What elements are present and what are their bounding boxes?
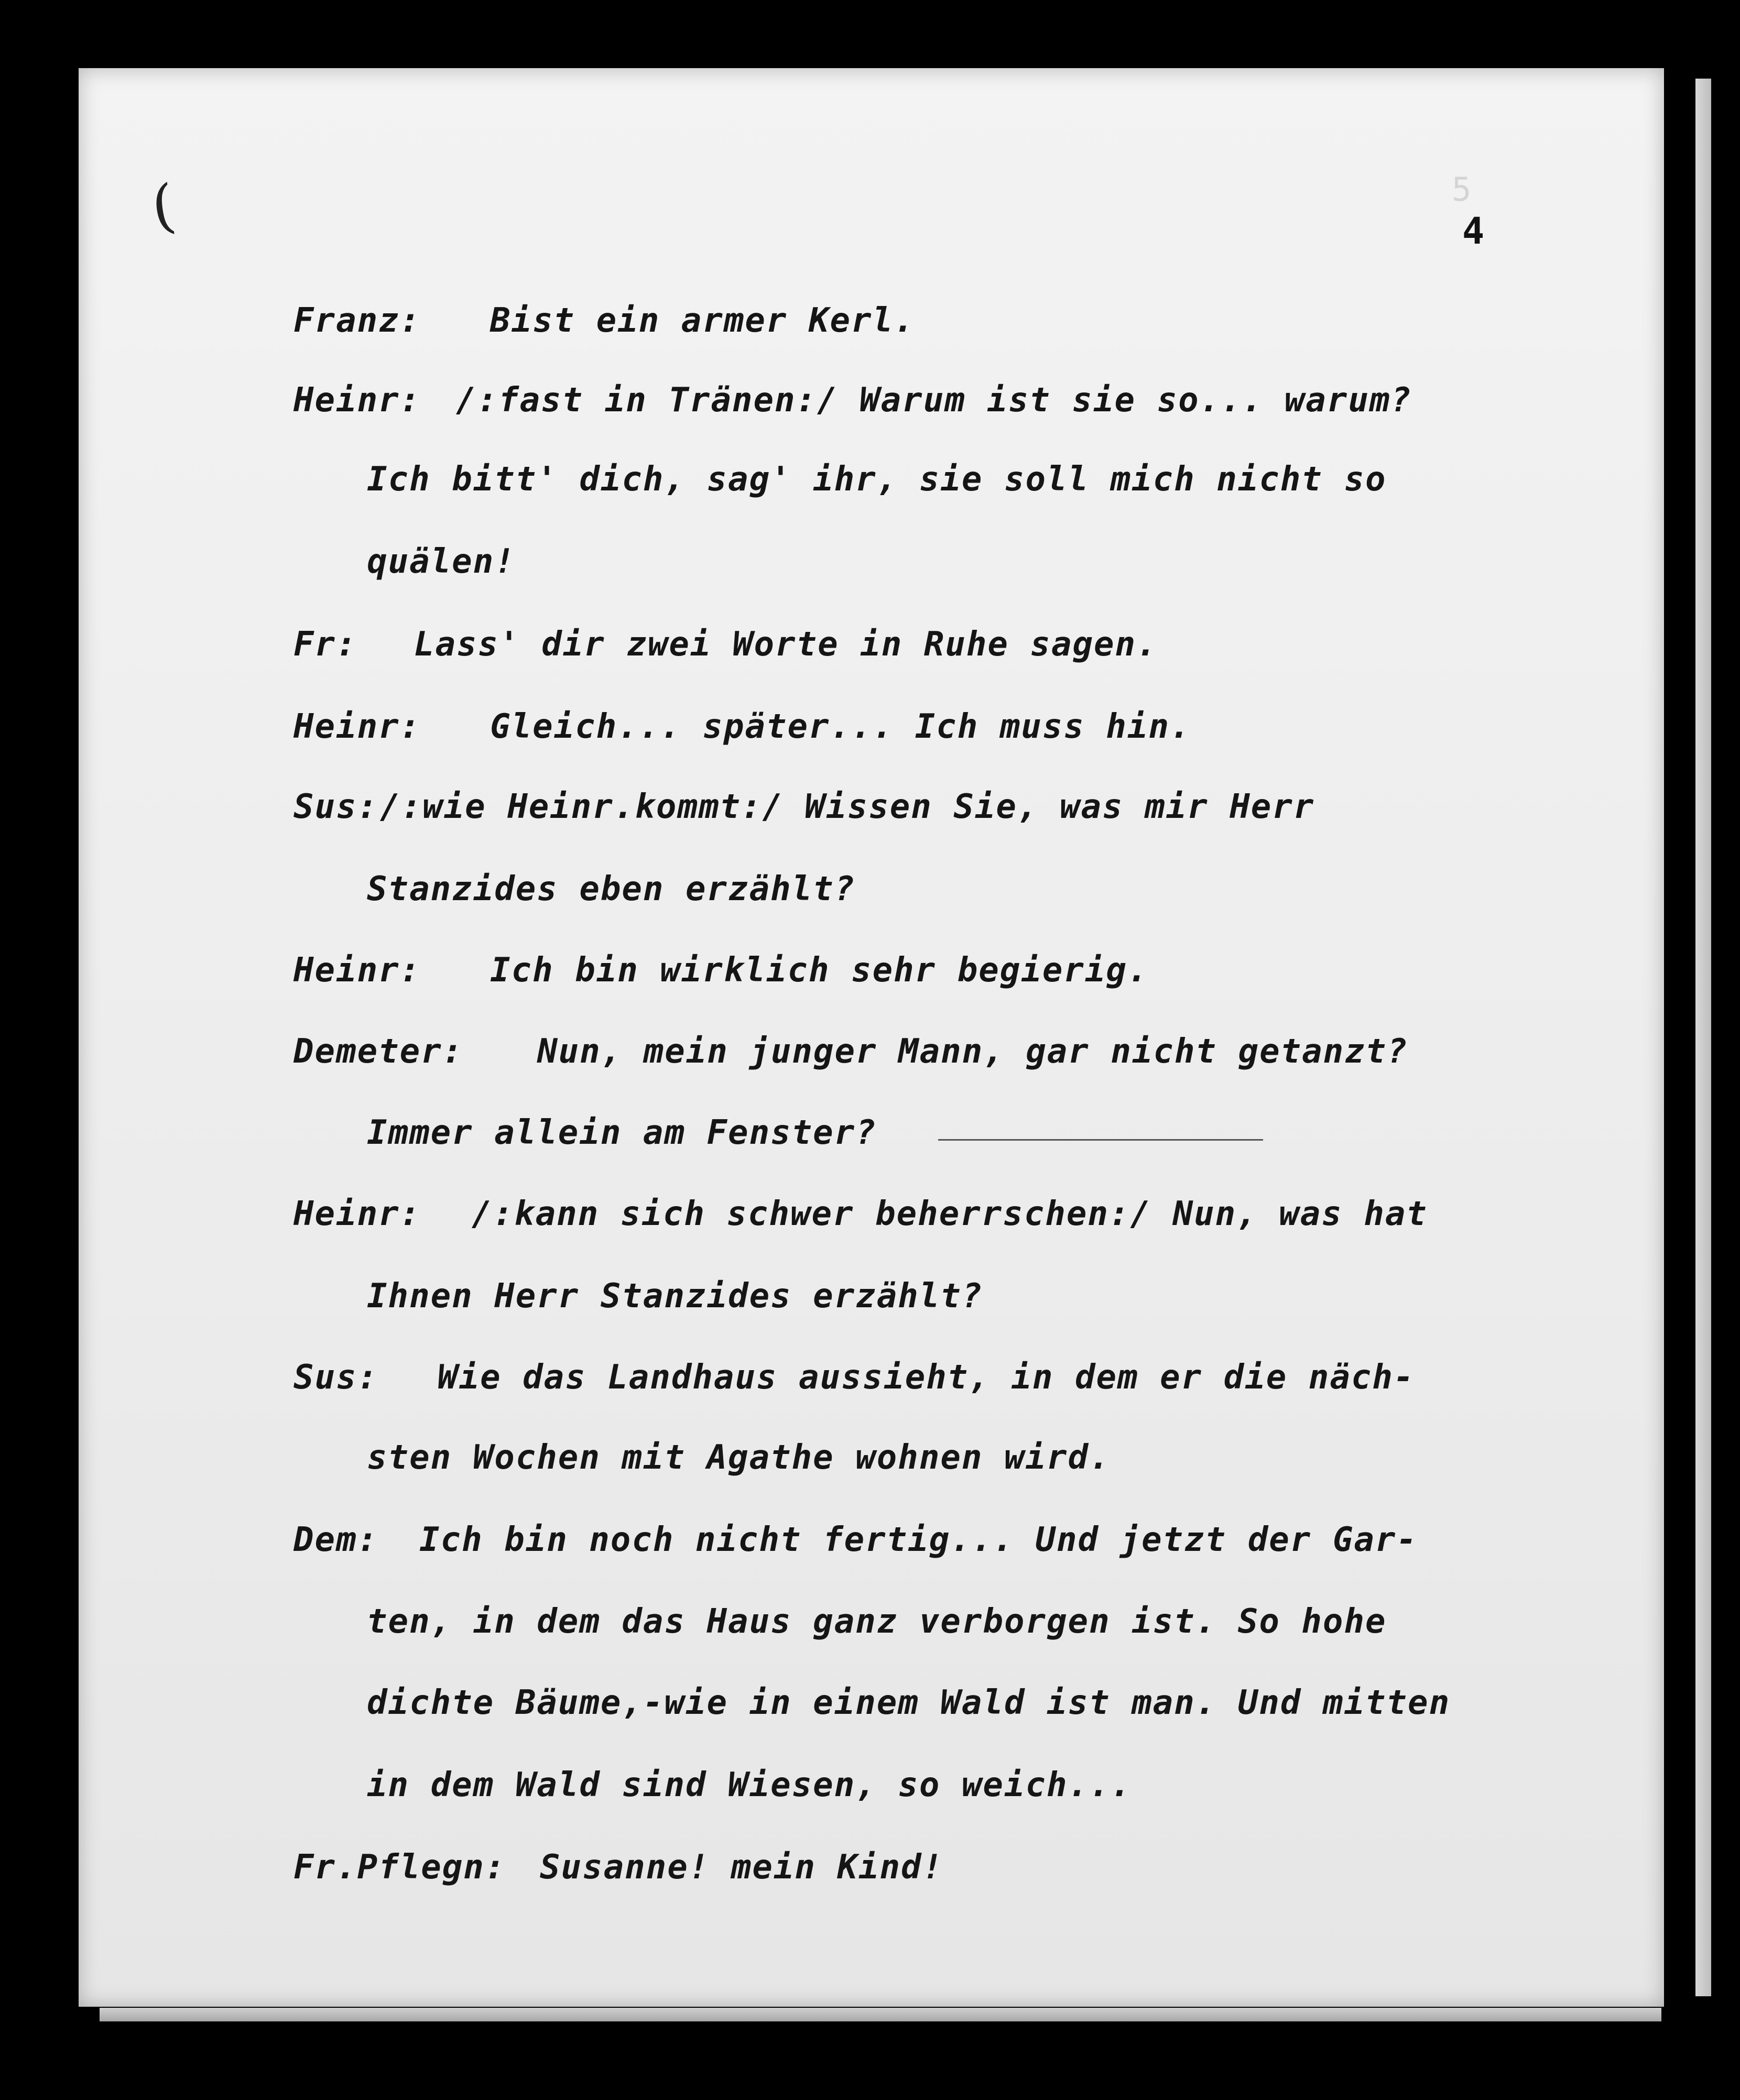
- speaker-label: Sus:: [293, 788, 379, 826]
- line-text: Ihnen Herr Stanzides erzählt?: [367, 1277, 983, 1316]
- line-text: Ich bin wirklich sehr begierig.: [490, 951, 1149, 990]
- line-text: Nun, mein junger Mann, gar nicht getanzt?: [537, 1032, 1408, 1071]
- page-edge-bottom: [100, 2008, 1661, 2021]
- line-text: /:wie Heinr.kommt:/ Wissen Sie, was mir Herr: [380, 788, 1315, 826]
- page-number: 4: [1462, 210, 1485, 253]
- speaker-label: Dem:: [293, 1521, 379, 1559]
- margin-mark: (: [147, 171, 179, 242]
- line-text: Stanzides eben erzählt?: [367, 870, 856, 909]
- line-text: dichte Bäume,-wie in einem Wald ist man. Und mitten: [367, 1683, 1451, 1722]
- speaker-label: Heinr:: [293, 381, 421, 420]
- line-text: Ich bin noch nicht fertig... Und jetzt der Gar-: [419, 1521, 1418, 1559]
- line-text: Ich bitt' dich, sag' ihr, sie soll mich nicht so: [367, 460, 1387, 499]
- line-text: quälen!: [367, 542, 516, 581]
- line-text: Wie das Landhaus aussieht, in dem er die näch-: [438, 1358, 1415, 1397]
- speaker-label: Demeter:: [293, 1032, 464, 1071]
- line-text: /:kann sich schwer beherrschen:/ Nun, was hat: [472, 1195, 1428, 1233]
- speaker-label: Heinr:: [293, 707, 421, 746]
- speaker-label: Heinr:: [293, 951, 421, 990]
- line-text: /:fast in Tränen:/ Warum ist sie so... warum?: [456, 381, 1412, 420]
- line-text: Susanne! mein Kind!: [540, 1848, 944, 1887]
- speaker-label: Sus:: [293, 1358, 379, 1397]
- speaker-label: Franz:: [293, 301, 421, 340]
- speaker-label: Fr.Pflegn:: [293, 1848, 506, 1887]
- pencil-stroke: [938, 1139, 1263, 1141]
- speaker-label: Heinr:: [293, 1195, 421, 1233]
- line-text: ten, in dem das Haus ganz verborgen ist. So hohe: [367, 1602, 1387, 1641]
- bleed-through-page-number: 5: [1452, 170, 1472, 209]
- line-text: sten Wochen mit Agathe wohnen wird.: [367, 1438, 1111, 1477]
- page-edge-right: [1695, 79, 1711, 1996]
- line-text: Bist ein armer Kerl.: [490, 301, 915, 340]
- line-text: Lass' dir zwei Worte in Ruhe sagen.: [414, 625, 1158, 664]
- line-text: in dem Wald sind Wiesen, so weich...: [367, 1766, 1132, 1804]
- line-text: Gleich... später... Ich muss hin.: [490, 707, 1191, 746]
- speaker-label: Fr:: [293, 625, 357, 664]
- line-text: Immer allein am Fenster?: [367, 1113, 877, 1152]
